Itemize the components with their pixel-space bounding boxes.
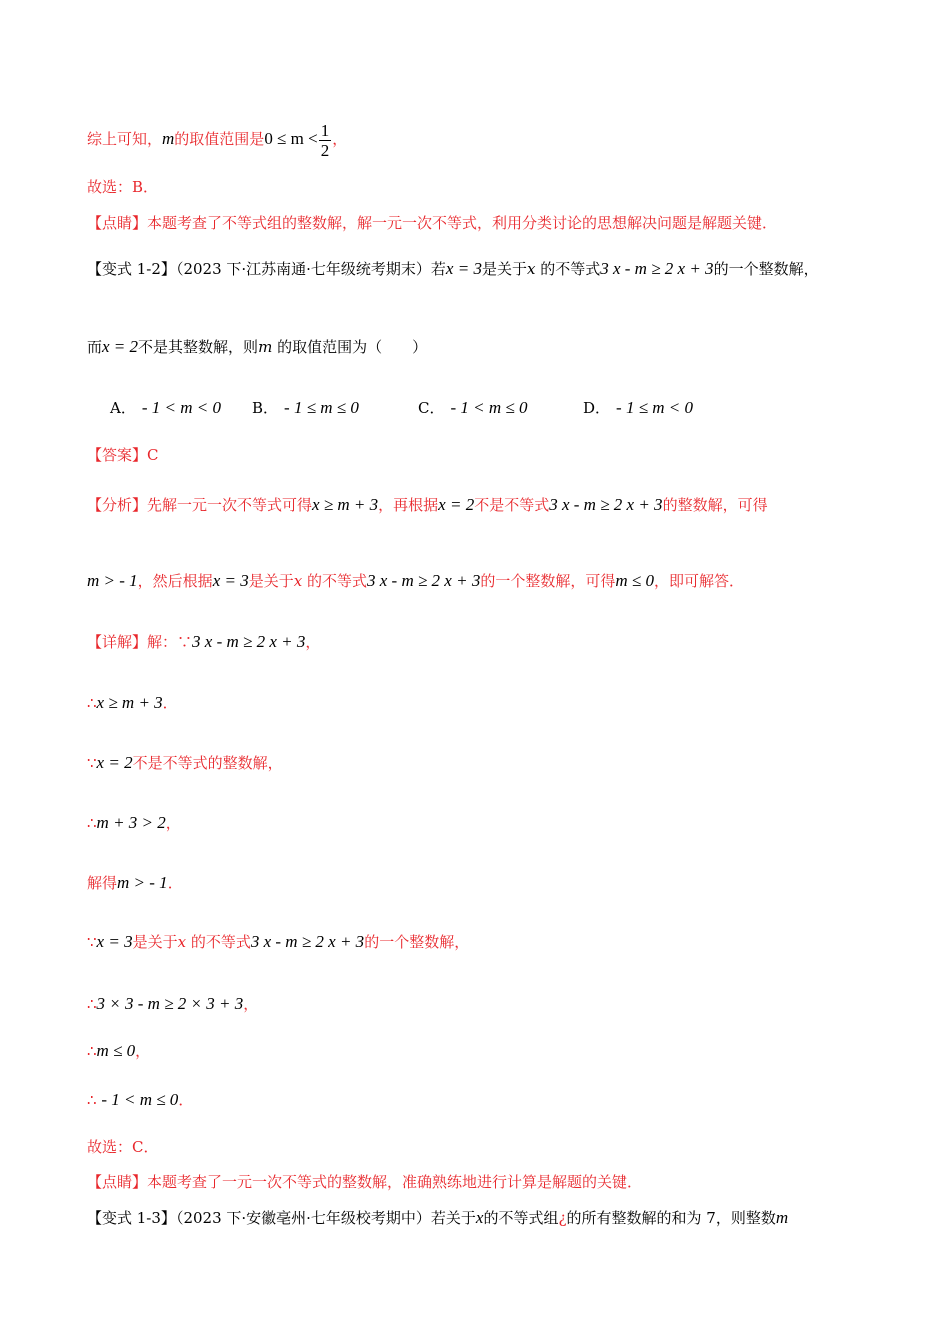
fraction-denominator: 2	[320, 140, 330, 160]
option-expr: - 1 < m < 0	[141, 398, 221, 417]
math: m ≤ 0	[96, 1041, 136, 1060]
detail-line-1	[87, 692, 178, 714]
text: 综上可知，	[87, 130, 163, 148]
analysis-line-2	[87, 570, 744, 592]
math: x	[526, 260, 536, 278]
remark-1	[87, 212, 777, 234]
option-expr: - 1 ≤ m ≤ 0	[284, 398, 359, 417]
text: 解：∵	[147, 633, 193, 651]
text: 的一个整数解，可得	[480, 572, 616, 590]
choice-b-line: 故选：B．	[87, 178, 159, 196]
math: x	[475, 1208, 484, 1227]
detail-line-0	[87, 631, 320, 653]
detail-line-5	[87, 931, 469, 953]
text: 不是不等式的整数解，	[132, 754, 283, 772]
option-a	[110, 397, 221, 419]
math: 3 × 3 - m ≥ 2 × 3 + 3	[96, 994, 244, 1013]
text: （2023 下·江苏南通·七年级统考期末）若	[175, 260, 446, 278]
detail-line-6	[87, 993, 258, 1015]
fraction-numerator: 1	[320, 120, 330, 140]
math: m > - 1	[117, 873, 168, 892]
text: 的整数解，可得	[662, 496, 768, 514]
option-label: B．	[252, 399, 279, 417]
math: x = 2	[102, 337, 139, 356]
analysis-tag: 【分析】	[87, 496, 148, 514]
detail-line-3	[87, 812, 181, 834]
option-expr: - 1 < m ≤ 0	[450, 398, 528, 417]
text: 不是其整数解，则	[138, 338, 259, 356]
math: - 1 < m ≤ 0	[101, 1090, 179, 1109]
option-b	[252, 397, 359, 419]
detail-line-8	[87, 1089, 193, 1111]
fraction	[319, 121, 332, 160]
math: 3 x - m ≥ 2 x + 3	[250, 932, 365, 951]
text: 是关于	[481, 260, 527, 278]
because-symbol: ∵	[87, 933, 97, 951]
remark-tag: 【点睛】	[87, 1173, 148, 1191]
text: ，然后根据	[137, 572, 213, 590]
text: 的一个整数解，	[713, 260, 819, 278]
math: m + 3 > 2	[96, 813, 166, 832]
math: x = 3	[212, 571, 249, 590]
math: 3 x - m ≥ 2 x + 3	[549, 495, 663, 514]
text: ，	[135, 1042, 151, 1060]
therefore-symbol: ∴	[87, 814, 97, 832]
missing-glyph: ¿	[558, 1209, 567, 1227]
text: 而	[87, 338, 103, 356]
math: 0 ≤ m <	[264, 129, 318, 148]
text: 的一个整数解，	[364, 933, 470, 951]
option-c	[418, 397, 527, 419]
math: x = 3	[445, 259, 482, 278]
therefore-symbol: ∴	[87, 1091, 102, 1109]
therefore-symbol: ∴	[87, 694, 97, 712]
therefore-symbol: ∴	[87, 995, 97, 1013]
text: ．	[178, 1091, 194, 1109]
option-d	[583, 397, 693, 419]
option-expr: - 1 ≤ m < 0	[616, 398, 694, 417]
option-label: D．	[583, 399, 611, 417]
detail-line-2	[87, 752, 283, 774]
conclusion-line	[87, 118, 347, 160]
math: m > - 1	[87, 571, 138, 590]
math: x = 2	[96, 753, 133, 772]
text: 的不等式	[302, 572, 367, 590]
text: ，	[165, 814, 181, 832]
math: 3 x - m ≥ 2 x + 3	[366, 571, 481, 590]
remark-text: 本题考查了不等式组的整数解，解一元一次不等式，利用分类讨论的思想解决问题是解题关键．	[147, 214, 778, 232]
because-symbol: ∵	[87, 754, 97, 772]
math: x	[293, 572, 303, 590]
text: （2023 下·安徽亳州·七年级校考期中）若关于	[175, 1209, 476, 1227]
option-label: C．	[418, 399, 445, 417]
math: 3 x - m ≥ 2 x + 3	[600, 259, 714, 278]
text: 的所有整数解的和为 7，则整数	[566, 1209, 776, 1227]
text: 是关于	[132, 933, 178, 951]
detail-line-4	[87, 872, 183, 894]
math: x = 2	[438, 495, 475, 514]
option-label: A．	[110, 399, 136, 417]
text: ．	[167, 874, 183, 892]
variant-tag: 【变式 1-3】	[87, 1209, 176, 1227]
text: ，	[332, 130, 348, 148]
choice-c-line: 故选：C．	[87, 1138, 159, 1156]
remark-text: 本题考查了一元一次不等式的整数解，准确熟练地进行计算是解题的关键．	[147, 1173, 643, 1191]
text: 先解一元一次不等式可得	[147, 496, 313, 514]
analysis-line-1	[87, 494, 768, 516]
math: 3 x - m ≥ 2 x + 3	[192, 632, 306, 651]
math: m	[162, 129, 175, 148]
text: ．	[162, 694, 178, 712]
math: m	[775, 1208, 789, 1227]
math: m	[258, 338, 273, 356]
variant-1-2-line-2	[87, 336, 427, 358]
detail-tag: 【详解】	[87, 633, 148, 651]
answer-tag: 【答案】	[87, 446, 148, 464]
math: m ≤ 0	[615, 571, 654, 590]
text: ，	[243, 995, 259, 1013]
text: ，再根据	[378, 496, 439, 514]
therefore-symbol: ∴	[87, 1042, 97, 1060]
math: x ≥ m + 3	[96, 693, 163, 712]
variant-1-3-line-1	[87, 1207, 788, 1229]
answer-value: C	[147, 446, 159, 464]
text: 的取值范围为（ ）	[272, 338, 428, 356]
text: 是关于	[248, 572, 294, 590]
variant-1-2-line-1	[87, 258, 819, 280]
variant-tag: 【变式 1-2】	[87, 260, 176, 278]
math: x = 3	[96, 932, 133, 951]
text: 不是不等式	[474, 496, 550, 514]
answer-line	[87, 444, 159, 466]
remark-tag: 【点睛】	[87, 214, 148, 232]
text: 的不等式	[535, 260, 601, 278]
text: ，即可解答．	[653, 572, 744, 590]
text: 的取值范围是	[174, 130, 265, 148]
text: 解得	[87, 874, 118, 892]
text: ，	[305, 633, 321, 651]
remark-2	[87, 1171, 642, 1193]
text: 的不等式	[186, 933, 251, 951]
detail-line-7	[87, 1040, 150, 1062]
math: x ≥ m + 3	[312, 495, 379, 514]
math: x	[177, 933, 187, 951]
text: 的不等式组	[483, 1209, 559, 1227]
